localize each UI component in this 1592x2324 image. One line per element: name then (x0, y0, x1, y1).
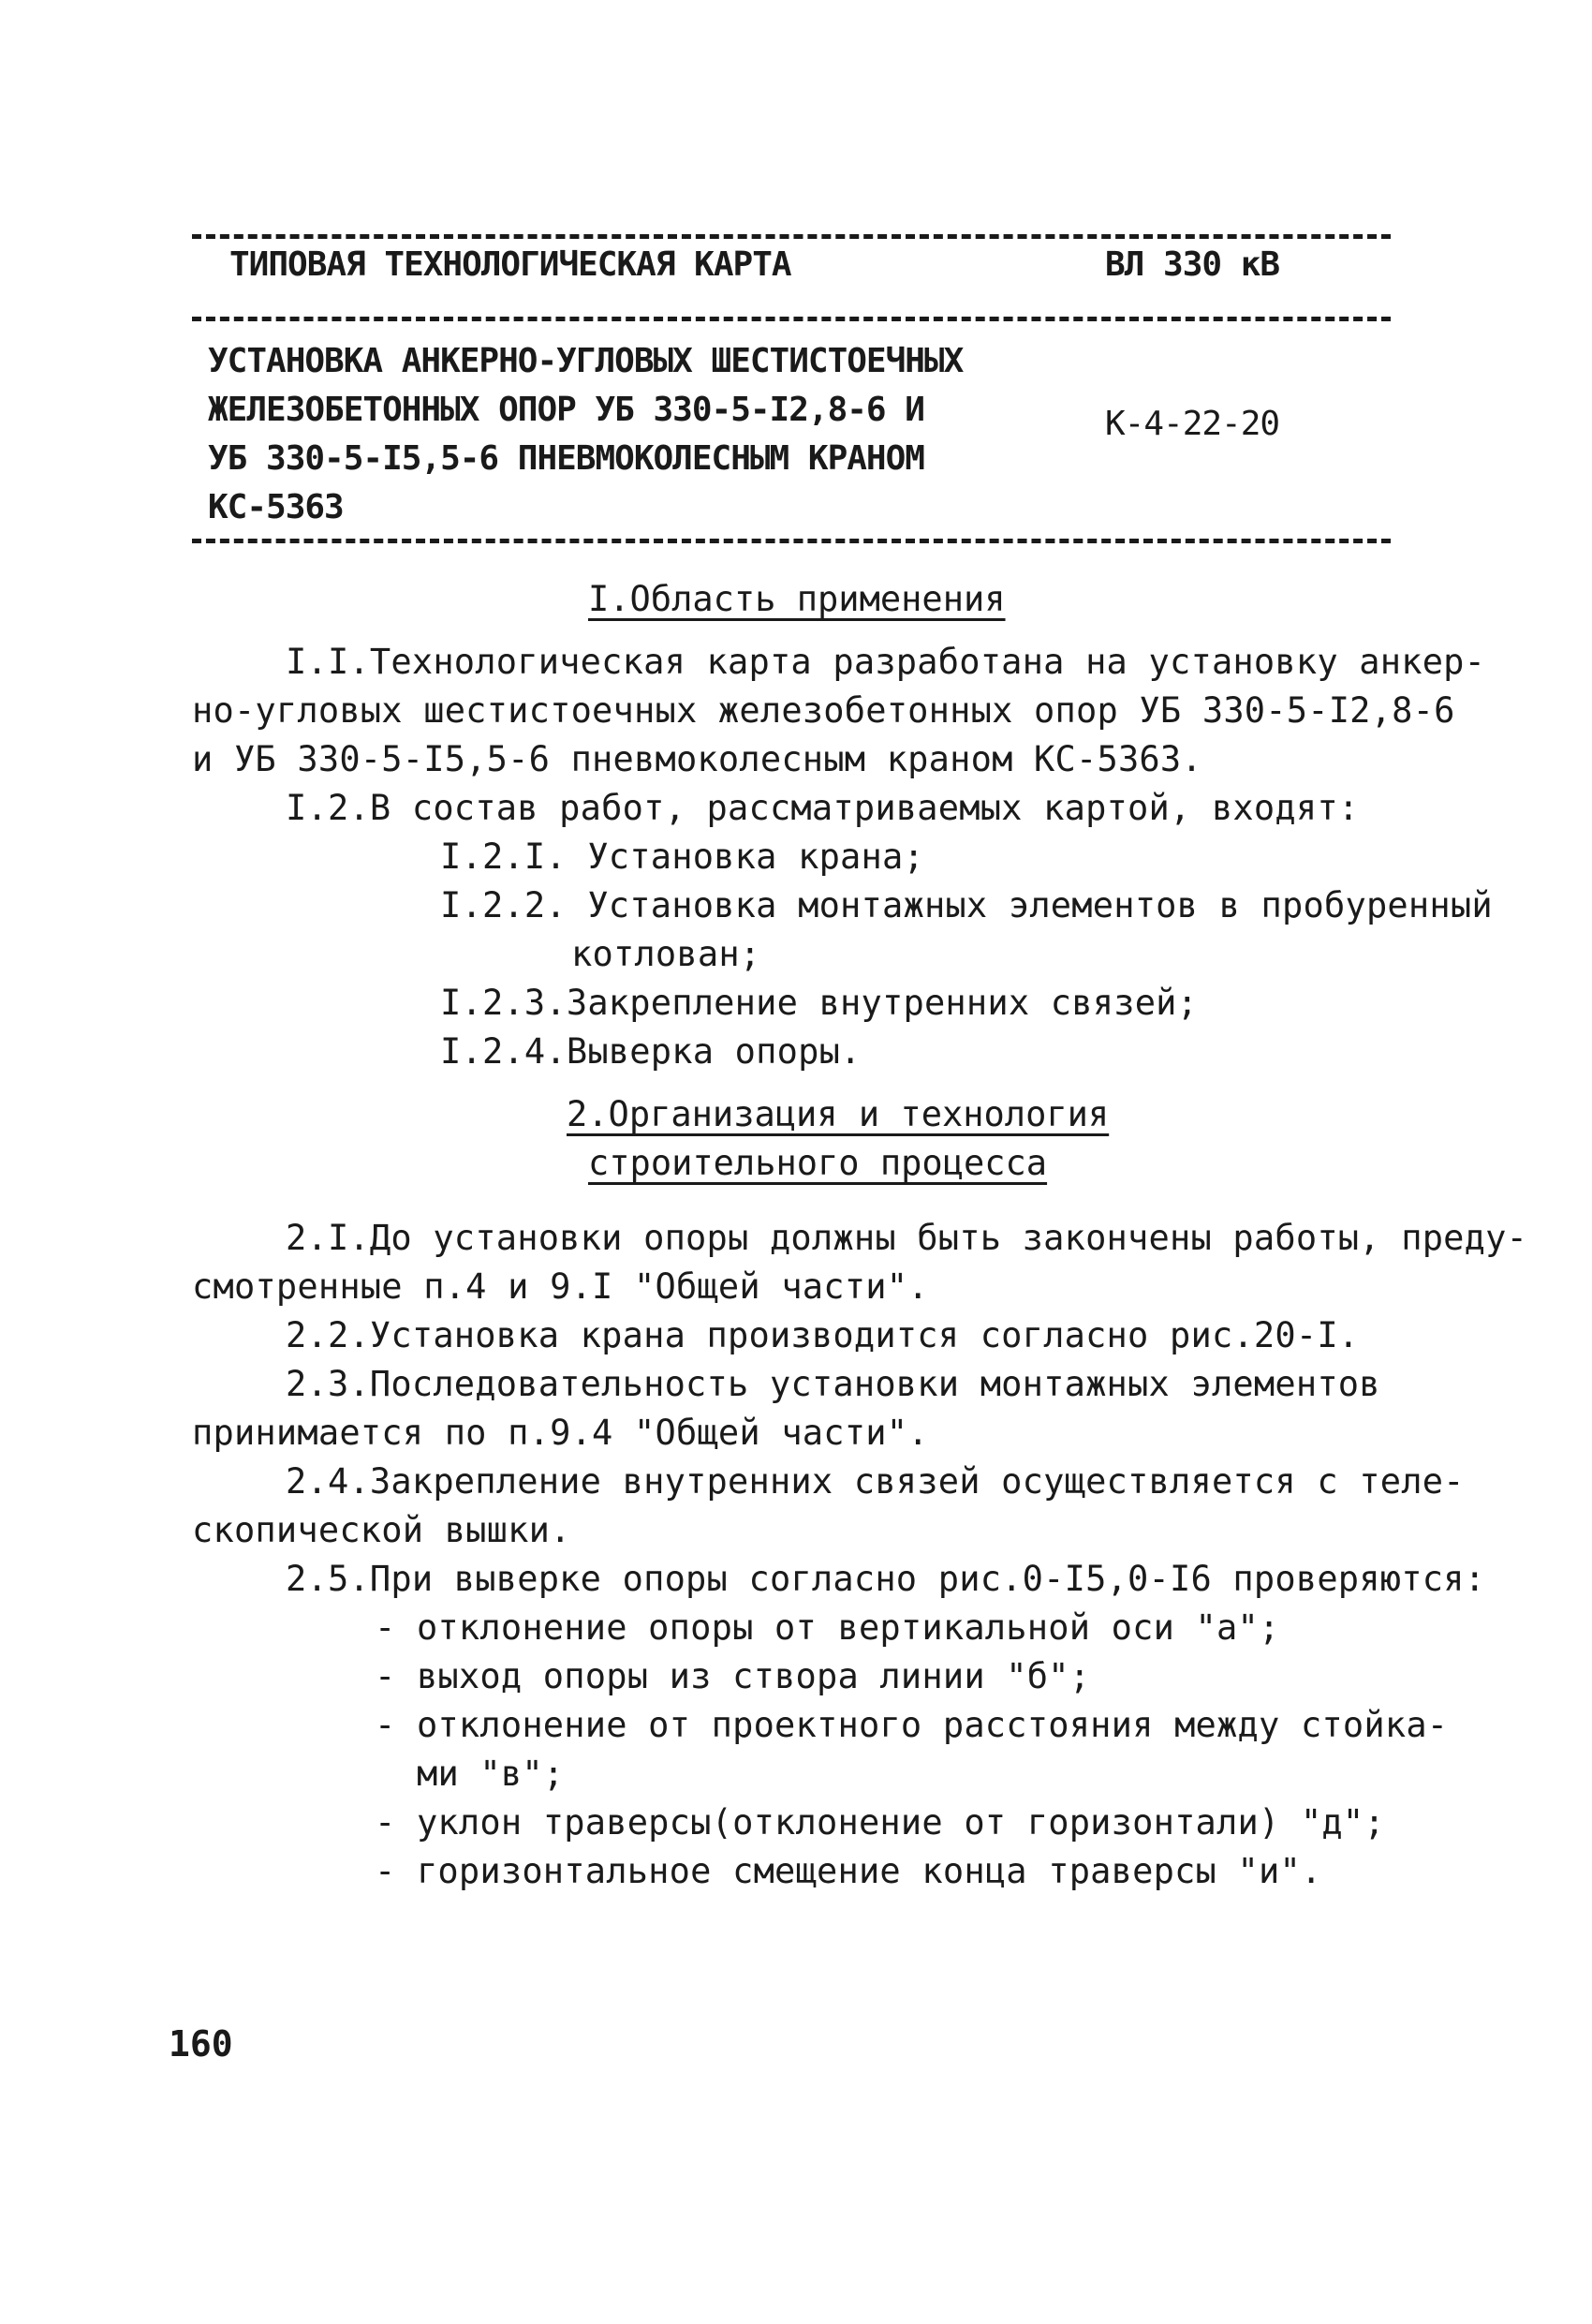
line-voltage-label: ВЛ 330 кВ (1105, 245, 1280, 284)
paragraph-line: 2.I.До установки опоры должны быть закончены работы, преду- (286, 1218, 1528, 1258)
list-item: - уклон траверсы(отклонение от горизонтали) "д"; (375, 1802, 1385, 1843)
header-bottom-rule (192, 539, 1391, 543)
list-item-continuation: котлован; (571, 934, 761, 974)
paragraph-line: скопической вышки. (192, 1510, 571, 1550)
list-item: - отклонение от проектного расстояния между стойка- (375, 1705, 1449, 1745)
paragraph-line: и УБ 330-5-I5,5-6 пневмоколесным краном КС-5363. (192, 739, 1202, 779)
section-2-title-line-2: строительного процесса (588, 1143, 1048, 1183)
list-item: - отклонение опоры от вертикальной оси "а"; (375, 1607, 1280, 1648)
header-middle-rule (192, 317, 1391, 321)
paragraph-line: но-угловых шестистоечных железобетонных опор УБ 330-5-I2,8-6 (192, 690, 1455, 731)
paragraph-line: смотренные п.4 и 9.I "Общей части". (192, 1266, 929, 1307)
title-line-2: ЖЕЛЕЗОБЕТОННЫХ ОПОР УБ 330-5-I2,8-6 И (208, 391, 924, 429)
list-item: - горизонтальное смещение конца траверсы "и". (375, 1851, 1322, 1891)
list-item: - выход опоры из створа линии "б"; (375, 1656, 1091, 1696)
list-item: I.2.4.Выверка опоры. (440, 1031, 862, 1072)
card-code: К-4-22-20 (1105, 405, 1280, 443)
paragraph-line: 2.2.Установка крана производится согласно рис.20-I. (286, 1315, 1360, 1355)
section-1-title: I.Область применения (588, 579, 1006, 619)
list-item: I.2.2. Установка монтажных элементов в пробуренный (440, 885, 1493, 925)
page-number: 160 (169, 2023, 233, 2065)
paragraph-line: 2.5.При выверке опоры согласно рис.0-I5,0-I6 проверяются: (286, 1559, 1486, 1599)
paragraph-line: I.I.Технологическая карта разработана на установку анкер- (286, 642, 1486, 682)
title-line-3: УБ 330-5-I5,5-6 ПНЕВМОКОЛЕСНЫМ КРАНОМ (208, 439, 924, 478)
list-item: I.2.I. Установка крана; (440, 836, 924, 877)
list-item: I.2.3.Закрепление внутренних связей; (440, 983, 1199, 1023)
paragraph-line: 2.4.Закрепление внутренних связей осуществляется с теле- (286, 1461, 1465, 1502)
title-line-1: УСТАНОВКА АНКЕРНО-УГЛОВЫХ ШЕСТИСТОЕЧНЫХ (208, 342, 964, 380)
paragraph-line: 2.3.Последовательность установки монтажных элементов (286, 1364, 1380, 1404)
card-type-label: ТИПОВАЯ ТЕХНОЛОГИЧЕСКАЯ КАРТА (229, 245, 791, 284)
paragraph-line: I.2.В состав работ, рассматриваемых картой, входят: (286, 788, 1360, 828)
title-line-4: КС-5363 (208, 488, 344, 526)
paragraph-line: принимается по п.9.4 "Общей части". (192, 1413, 929, 1453)
list-item-continuation: ми "в"; (417, 1754, 565, 1794)
section-2-title-line-1: 2.Организация и технология (567, 1094, 1110, 1134)
header-top-rule (192, 234, 1391, 239)
